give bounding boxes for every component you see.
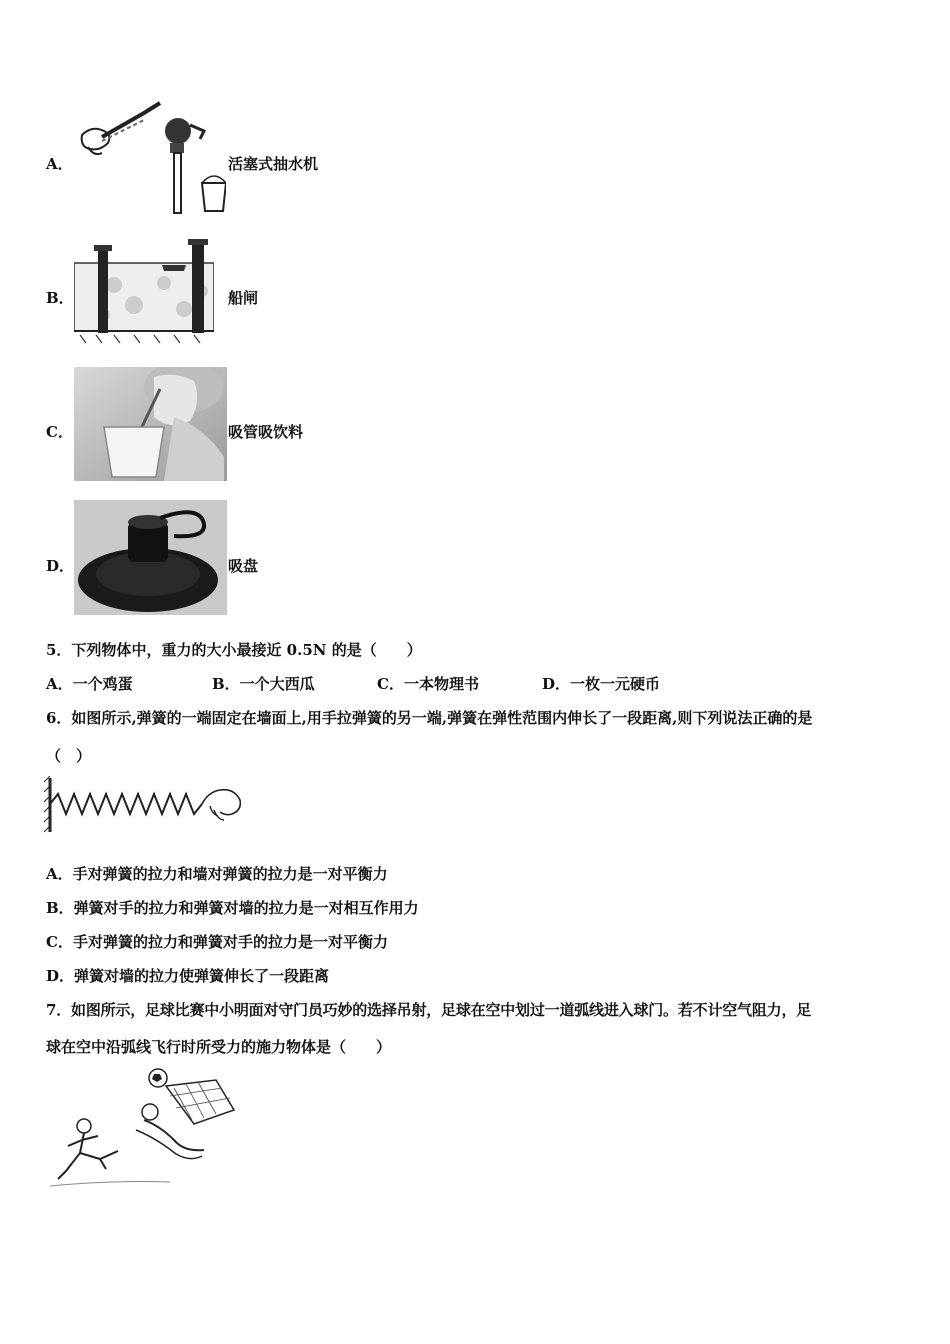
choice-c: C．一本物理书 — [377, 675, 479, 693]
choice-a: A．一个鸡蛋 — [46, 675, 133, 693]
option-caption: 吸管吸饮料 — [228, 423, 304, 441]
choice-d: D．弹簧对墙的拉力使弹簧伸长了一段距离 — [46, 967, 330, 985]
choice-b: B．一个大西瓜 — [212, 675, 315, 693]
choice-c: C．手对弹簧的拉力和弹簧对手的拉力是一对平衡力 — [46, 933, 388, 951]
option-caption: 船闸 — [228, 289, 259, 307]
option-caption: 活塞式抽水机 — [228, 155, 319, 173]
spring-wall-hand-illustration — [44, 776, 244, 834]
choice-b: B．弹簧对手的拉力和弹簧对墙的拉力是一对相互作用力 — [46, 899, 419, 917]
question-5-stem: 5．下列物体中，重力的大小最接近 0.5N 的是（ ） — [46, 641, 422, 659]
suction-cup-photo — [74, 500, 227, 615]
option-caption: 吸盘 — [228, 557, 259, 575]
option-label: D． — [46, 557, 75, 575]
question-6-stem-line2: （ ） — [46, 747, 92, 765]
piston-pump-illustration — [74, 97, 226, 215]
question-7-stem-line2: 球在空中沿弧线飞行时所受力的施力物体是（ ） — [46, 1038, 392, 1056]
choice-d: D．一枚一元硬币 — [542, 675, 661, 693]
ship-lock-illustration — [74, 235, 214, 347]
option-label: C． — [46, 423, 73, 441]
option-label: A． — [46, 155, 73, 173]
question-7-stem-line1: 7．如图所示，足球比赛中小明面对守门员巧妙的选择吊射，足球在空中划过一道弧线进入球门。若不计空气阻力，足 — [46, 1001, 812, 1019]
option-label: B． — [46, 289, 74, 307]
straw-drink-photo — [74, 367, 227, 481]
soccer-lob-shot-illustration — [46, 1066, 238, 1192]
question-6-stem-line1: 6．如图所示,弹簧的一端固定在墙面上,用手拉弹簧的另一端,弹簧在弹性范围内伸长了一段距离,则下列说法正确的是 — [46, 709, 813, 727]
choice-a: A．手对弹簧的拉力和墙对弹簧的拉力是一对平衡力 — [46, 865, 388, 883]
